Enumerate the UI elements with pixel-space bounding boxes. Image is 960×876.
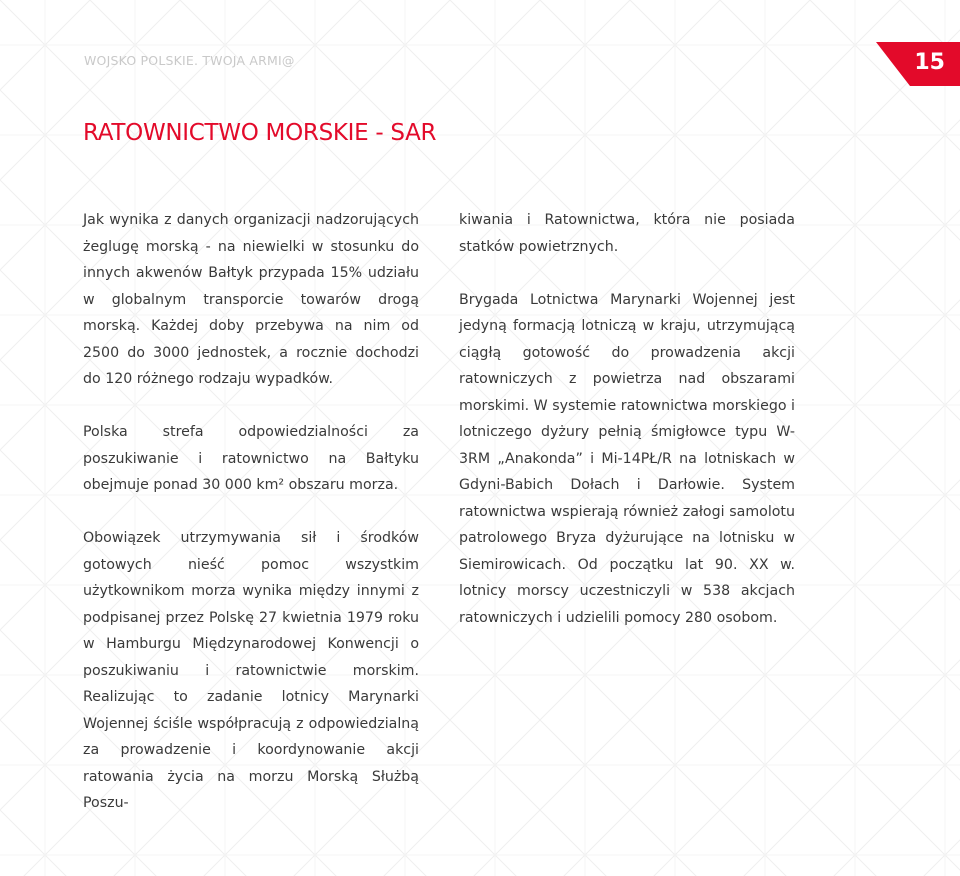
publication-header: WOJSKO POLSKIE. TWOJA ARMI@: [84, 53, 295, 68]
article-title: RATOWNICTWO MORSKIE - SAR: [83, 120, 437, 146]
left-column: [83, 207, 419, 843]
paragraph: Jak wynika z danych organizacji nadzorujących żeglugę morską - na niewielki w stosunku do innych akwenów Bałtyk przypada 15% udziału w globalnym transporcie towarów drogą morską. Każdej doby przebywa na nim od 2500 do 3000 jednostek, a rocznie dochodzi do 120 różnego rodzaju wypadków.: [83, 212, 419, 387]
right-column: [459, 207, 795, 658]
paragraph: kiwania i Ratownictwa, która nie posiada statków powietrznych.: [459, 212, 795, 255]
paragraph: Obowiązek utrzymywania sił i środków gotowych nieść pomoc wszystkim użytkownikom morza wynika między innymi z podpisanej przez Polskę 27 kwietnia 1979 roku w Hamburgu Międzynarodowej Konwencji o poszukiwaniu i ratownictwie morskim. Realizując to zadanie lotnicy Marynarki Wojennej ściśle współpracują z odpowiedzialną za prowadzenie i koordynowanie akcji ratowania życia na morzu Morską Służbą Poszu-: [83, 530, 419, 811]
page-number: 15: [914, 50, 945, 75]
paragraph: Brygada Lotnictwa Marynarki Wojennej jest jedyną formacją lotniczą w kraju, utrzymującą ciągłą gotowość do prowadzenia akcji ratowniczych z powietrza nad obszarami morskimi. W systemie ratownictwa morskiego i lotniczego dyżury pełnią śmigłowce typu W-3RM „Anakonda” i Mi-14PŁ/R na lotniskach w Gdyni-Babich Dołach i Darłowie. System ratownictwa wspierają również załogi samolotu patrolowego Bryza dyżurujące na lotnisku w Siemirowicach. Od początku lat 90. XX w. lotnicy morscy uczestniczyli w 538 akcjach ratowniczych i udzielili pomocy 280 osobom.: [459, 291, 795, 626]
paragraph: Polska strefa odpowiedzialności za poszukiwanie i ratownictwo na Bałtyku obejmuje ponad 30 000 km² obszaru morza.: [83, 424, 419, 493]
